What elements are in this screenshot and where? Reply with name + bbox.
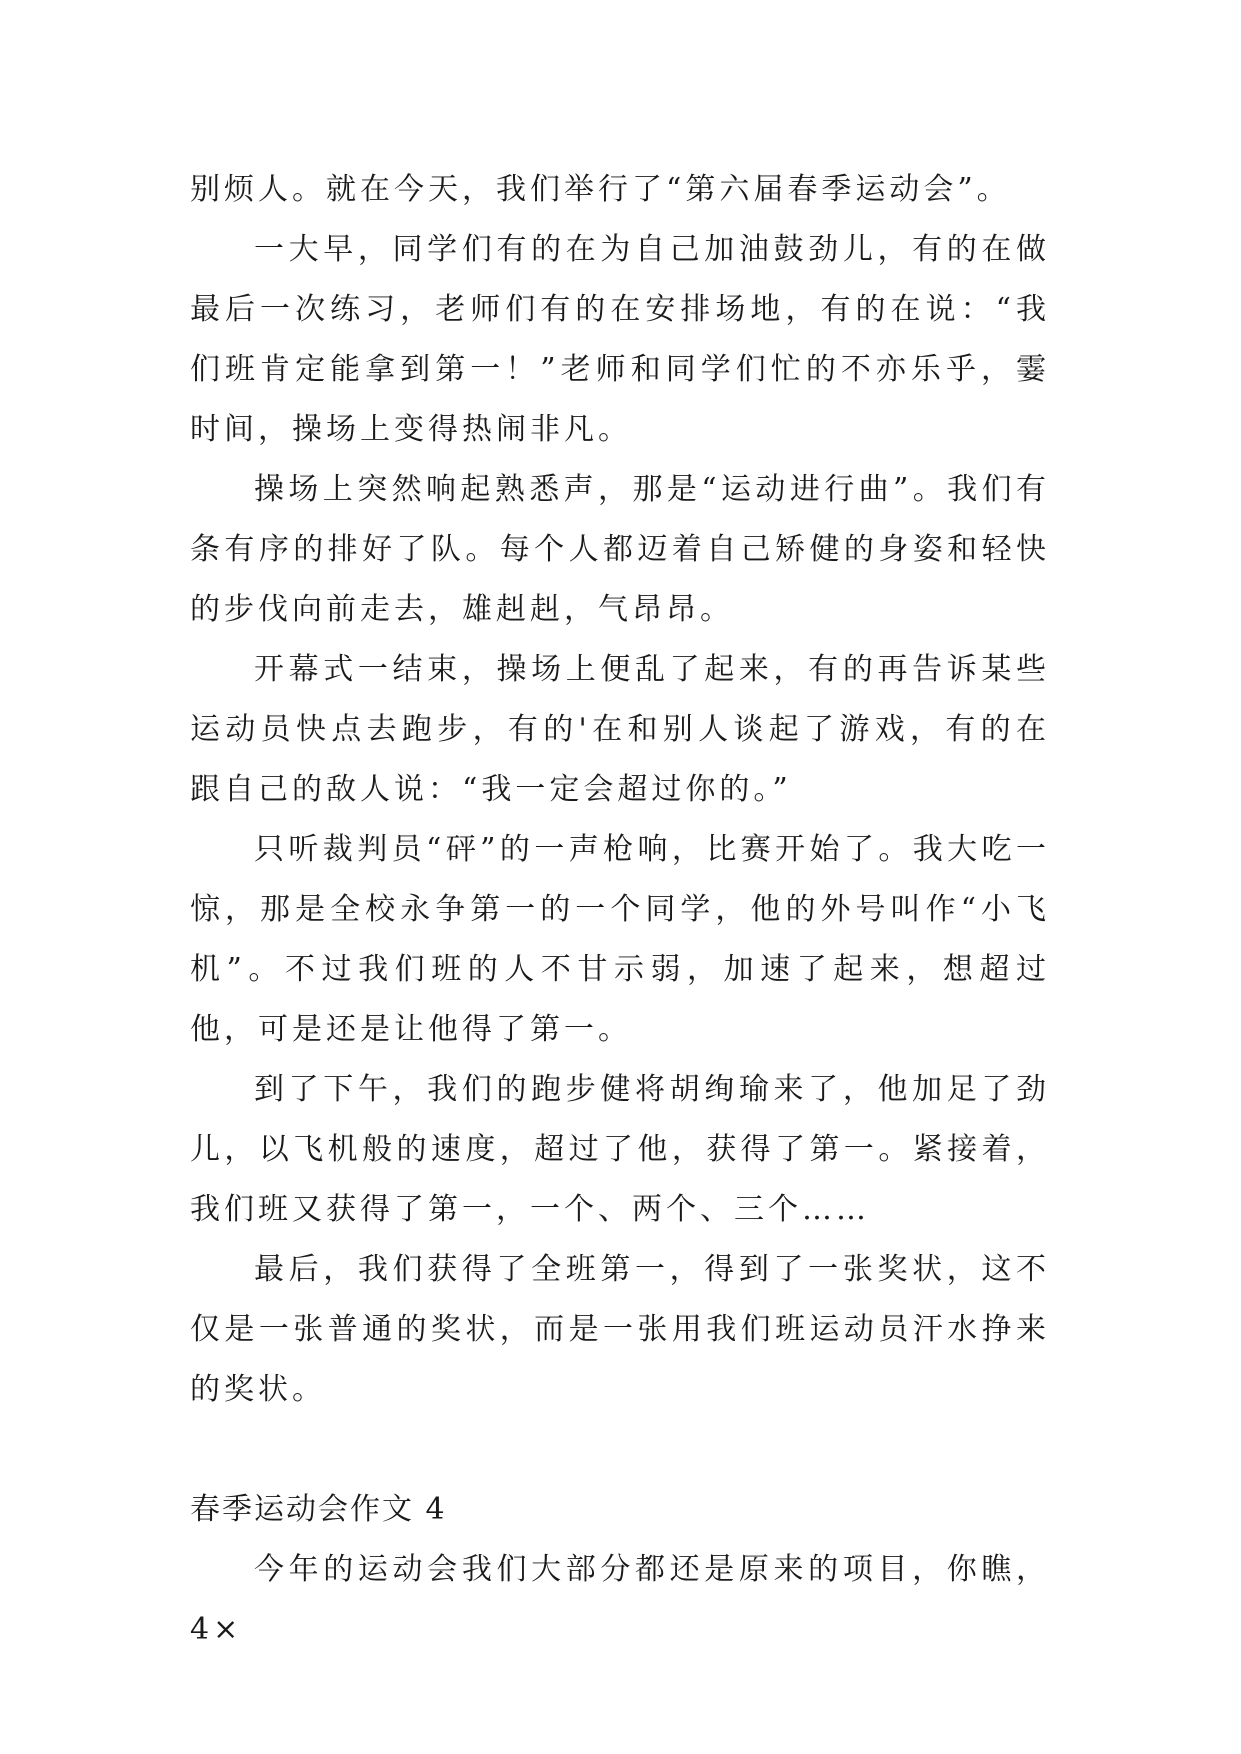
document-body <box>190 160 1050 1660</box>
paragraph: 最后，我们获得了全班第一，得到了一张奖状，这不仅是一张普通的奖状，而是一张用我们班运动员汗水挣来的奖状。 <box>190 1252 1050 1407</box>
paragraph: 一大早，同学们有的在为自己加油鼓劲儿，有的在做最后一次练习，老师们有的在安排场地，有的在说：“我们班肯定能拿到第一！”老师和同学们忙的不亦乐乎，霎时间，操场上变得热闹非凡。 <box>190 232 1050 447</box>
section-heading: 春季运动会作文 4 <box>190 1492 447 1527</box>
paragraph: 今年的运动会我们大部分都还是原来的项目，你瞧，4× <box>190 1552 1050 1647</box>
paragraph: 只听裁判员“砰”的一声枪响，比赛开始了。我大吃一惊，那是全校永争第一的一个同学，他的外号叫作“小飞机”。不过我们班的人不甘示弱，加速了起来，想超过他，可是还是让他得了第一。 <box>190 832 1050 1047</box>
paragraph: 开幕式一结束，操场上便乱了起来，有的再告诉某些运动员快点去跑步，有的'在和别人谈起了游戏，有的在跟自己的敌人说：“我一定会超过你的。” <box>190 652 1050 807</box>
paragraph: 操场上突然响起熟悉声，那是“运动进行曲”。我们有条有序的排好了队。每个人都迈着自己矫健的身姿和轻快的步伐向前走去，雄赳赳，气昂昂。 <box>190 472 1050 627</box>
paragraph: 到了下午，我们的跑步健将胡绚瑜来了，他加足了劲儿，以飞机般的速度，超过了他，获得了第一。紧接着，我们班又获得了第一，一个、两个、三个…… <box>190 1072 1050 1227</box>
paragraph: 别烦人。就在今天，我们举行了“第六届春季运动会”。 <box>190 172 1011 207</box>
